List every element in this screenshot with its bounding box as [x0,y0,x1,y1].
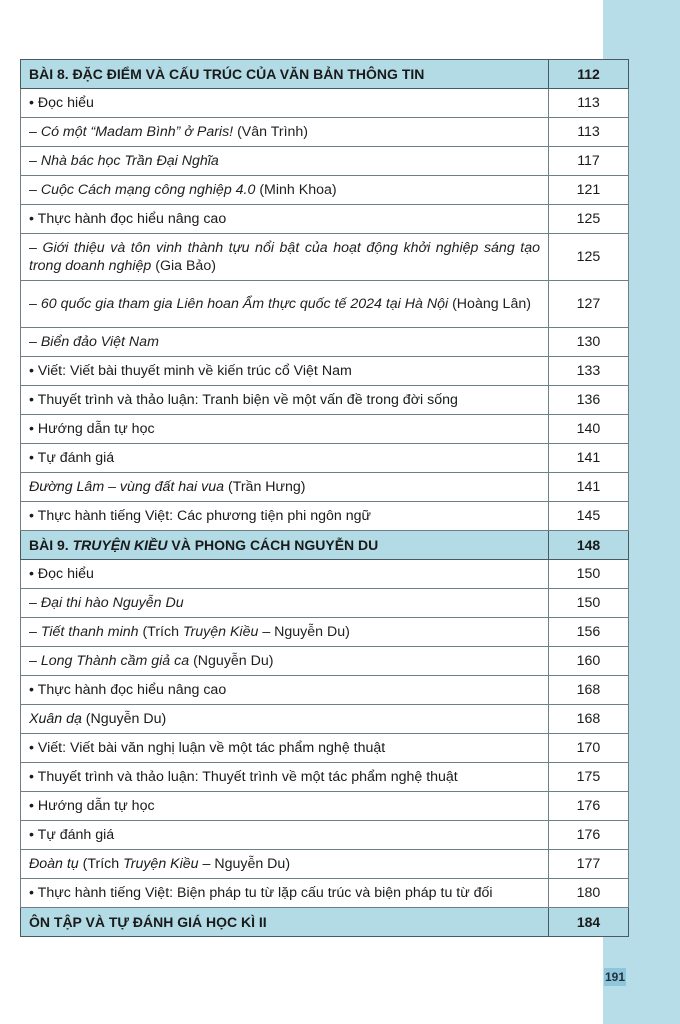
toc-entry-title [21,763,549,792]
toc-title-part: Đường Lâm – vùng đất hai vua [29,479,225,495]
toc-entry-row [21,205,629,234]
toc-title-part: – [29,182,41,198]
toc-page-number: 133 [549,357,629,386]
toc-title-part: – [29,153,41,169]
toc-title-part: – [29,124,41,140]
toc-title-part: • Thực hành đọc hiểu nâng cao [29,211,227,227]
toc-entry-row [21,386,629,415]
toc-title-part: VÀ PHONG CÁCH NGUYỄN DU [167,537,379,553]
toc-title-part: Cuộc Cách mạng công nghiệp 4.0 [40,182,256,198]
toc-title-part: Có một “Madam Bình” ở Paris! [40,124,234,140]
toc-title-part: (Gia Bảo) [151,258,216,274]
toc-entry-title [21,850,549,879]
toc-title-part: Đại thi hào Nguyễn Du [40,595,184,611]
toc-title-part: (Hoàng Lân) [448,296,531,312]
toc-title-part: TRUYỆN KIỀU [72,537,168,553]
toc-page-number: 180 [549,879,629,908]
toc-entry-title [21,205,549,234]
toc-entry-row [21,281,629,328]
toc-page-number: 177 [549,850,629,879]
toc-entry-row [21,676,629,705]
toc-title-part: – Nguyễn Du) [198,856,291,872]
toc-page-number: 184 [549,908,629,937]
toc-page-number: 121 [549,176,629,205]
toc-page-number: 130 [549,328,629,357]
toc-page-number: 176 [549,821,629,850]
toc-title-part: (Trích [138,624,183,640]
toc-page-number: 140 [549,415,629,444]
toc-title-part: • Thuyết trình và thảo luận: Tranh biện về một vấn đề trong đời sống [29,392,458,408]
toc-entry-row [21,763,629,792]
toc-entry-title [21,176,549,205]
toc-page-number: 156 [549,618,629,647]
toc-page-number: 141 [549,444,629,473]
toc-title-part: • Tự đánh giá [29,450,115,466]
toc-entry-title [21,281,549,328]
toc-title-part: Tiết thanh minh [40,624,139,640]
toc-entry-title [21,531,549,560]
toc-entry-title [21,118,549,147]
toc-page-number: 148 [549,531,629,560]
toc-entry-row [21,444,629,473]
toc-page-number: 125 [549,234,629,281]
toc-entry-row [21,647,629,676]
toc-entry-row [21,89,629,118]
toc-entry-title [21,147,549,176]
toc-entry-title [21,60,549,89]
toc-page-number: 113 [549,118,629,147]
toc-title-part: Truyện Kiều [182,624,259,640]
toc-page-number: 125 [549,205,629,234]
toc-entry-row [21,734,629,763]
toc-title-part: Truyện Kiều [123,856,199,872]
toc-title-part: (Trần Hưng) [224,479,306,495]
toc-title-part: • Tự đánh giá [29,827,115,843]
toc-page-number: 150 [549,589,629,618]
toc-entry-title [21,502,549,531]
toc-entry-title [21,328,549,357]
toc-page-number: 150 [549,560,629,589]
toc-entry-title [21,415,549,444]
toc-entry-row [21,328,629,357]
toc-entry-row [21,234,629,281]
toc-title-part: • Viết: Viết bài thuyết minh về kiến trúc cổ Việt Nam [29,363,352,379]
toc-entry-row [21,118,629,147]
toc-title-part: • Thuyết trình và thảo luận: Thuyết trình về một tác phẩm nghệ thuật [29,769,458,785]
toc-title-part: (Nguyễn Du) [81,711,167,727]
toc-title-part: – Nguyễn Du) [258,624,350,640]
toc-title-part: • Hướng dẫn tự học [29,421,155,437]
toc-title-part: – [29,624,41,640]
toc-entry-title [21,879,549,908]
table-of-contents [20,59,629,937]
toc-title-part: (Vân Trình) [233,124,309,140]
toc-page-number: 145 [549,502,629,531]
toc-page-number: 136 [549,386,629,415]
toc-page-number: 168 [549,676,629,705]
toc-entry-row [21,415,629,444]
toc-entry-row [21,357,629,386]
toc-title-part: • Hướng dẫn tự học [29,798,155,814]
toc-title-part: (Trích [78,856,124,872]
toc-section-row [21,531,629,560]
toc-entry-row [21,821,629,850]
toc-entry-title [21,734,549,763]
toc-title-part: Đoàn tụ [29,856,79,872]
toc-entry-title [21,647,549,676]
toc-title-part: ÔN TẬP VÀ TỰ ĐÁNH GIÁ HỌC KÌ II [29,914,267,930]
toc-title-part: – [29,334,41,350]
toc-page-number: 175 [549,763,629,792]
toc-title-part: (Minh Khoa) [255,182,337,198]
toc-entry-title [21,386,549,415]
toc-title-part: – [29,240,43,256]
toc-title-part: BÀI 8. ĐẶC ĐIỂM VÀ CẤU TRÚC CỦA VĂN BẢN THÔNG TIN [29,66,425,82]
toc-entry-title [21,444,549,473]
toc-entry-title [21,234,549,281]
toc-entry-row [21,792,629,821]
toc-title-part: – [29,595,41,611]
toc-title-part: BÀI 9. [29,537,73,553]
toc-title-part: – [29,296,41,312]
toc-title-part: Nhà bác học Trần Đại Nghĩa [40,153,219,169]
toc-page-number: 168 [549,705,629,734]
toc-entry-title [21,908,549,937]
toc-entry-row [21,147,629,176]
toc-entry-row [21,850,629,879]
toc-entry-row [21,473,629,502]
toc-entry-title [21,473,549,502]
toc-entry-row [21,502,629,531]
toc-entry-title [21,618,549,647]
toc-title-part: • Đọc hiểu [29,95,94,111]
toc-entry-title [21,705,549,734]
toc-page-number: 141 [549,473,629,502]
toc-page-number: 170 [549,734,629,763]
toc-title-part: (Nguyễn Du) [189,653,274,669]
toc-entry-row [21,618,629,647]
toc-title-part: • Thực hành tiếng Việt: Biện pháp tu từ lặp cấu trúc và biện pháp tu từ đối [29,885,493,901]
toc-entry-title [21,89,549,118]
toc-entry-title [21,560,549,589]
toc-entry-title [21,589,549,618]
toc-section-row [21,60,629,89]
toc-entry-title [21,676,549,705]
toc-page-number: 176 [549,792,629,821]
toc-title-part: – [29,653,41,669]
toc-title-part: Giới thiệu và tôn vinh thành tựu nổi bật của hoạt động khởi nghiệp sáng tạo trong doanh nghiệp [29,240,540,274]
toc-title-part: • Thực hành tiếng Việt: Các phương tiện phi ngôn ngữ [29,508,371,524]
toc-entry-title [21,792,549,821]
toc-title-part: • Đọc hiểu [29,566,94,582]
toc-page-number: 160 [549,647,629,676]
toc-title-part: • Viết: Viết bài văn nghị luận về một tác phẩm nghệ thuật [29,740,386,756]
toc-entry-row [21,176,629,205]
toc-entry-title [21,821,549,850]
toc-section-row [21,908,629,937]
toc-page-number: 113 [549,89,629,118]
toc-page-number: 127 [549,281,629,328]
toc-page-number: 117 [549,147,629,176]
toc-title-part: • Thực hành đọc hiểu nâng cao [29,682,227,698]
toc-title-part: 60 quốc gia tham gia Liên hoan Ẩm thực quốc tế 2024 tại Hà Nội [40,296,449,312]
toc-title-part: Xuân dạ [29,711,82,727]
toc-page-number: 112 [549,60,629,89]
toc-entry-row [21,589,629,618]
toc-title-part: Long Thành cầm giả ca [40,653,190,669]
toc-title-part: Biển đảo Việt Nam [40,334,159,350]
toc-entry-row [21,560,629,589]
toc-entry-row [21,705,629,734]
toc-entry-row [21,879,629,908]
toc-entry-title [21,357,549,386]
page-number: 191 [604,970,626,984]
